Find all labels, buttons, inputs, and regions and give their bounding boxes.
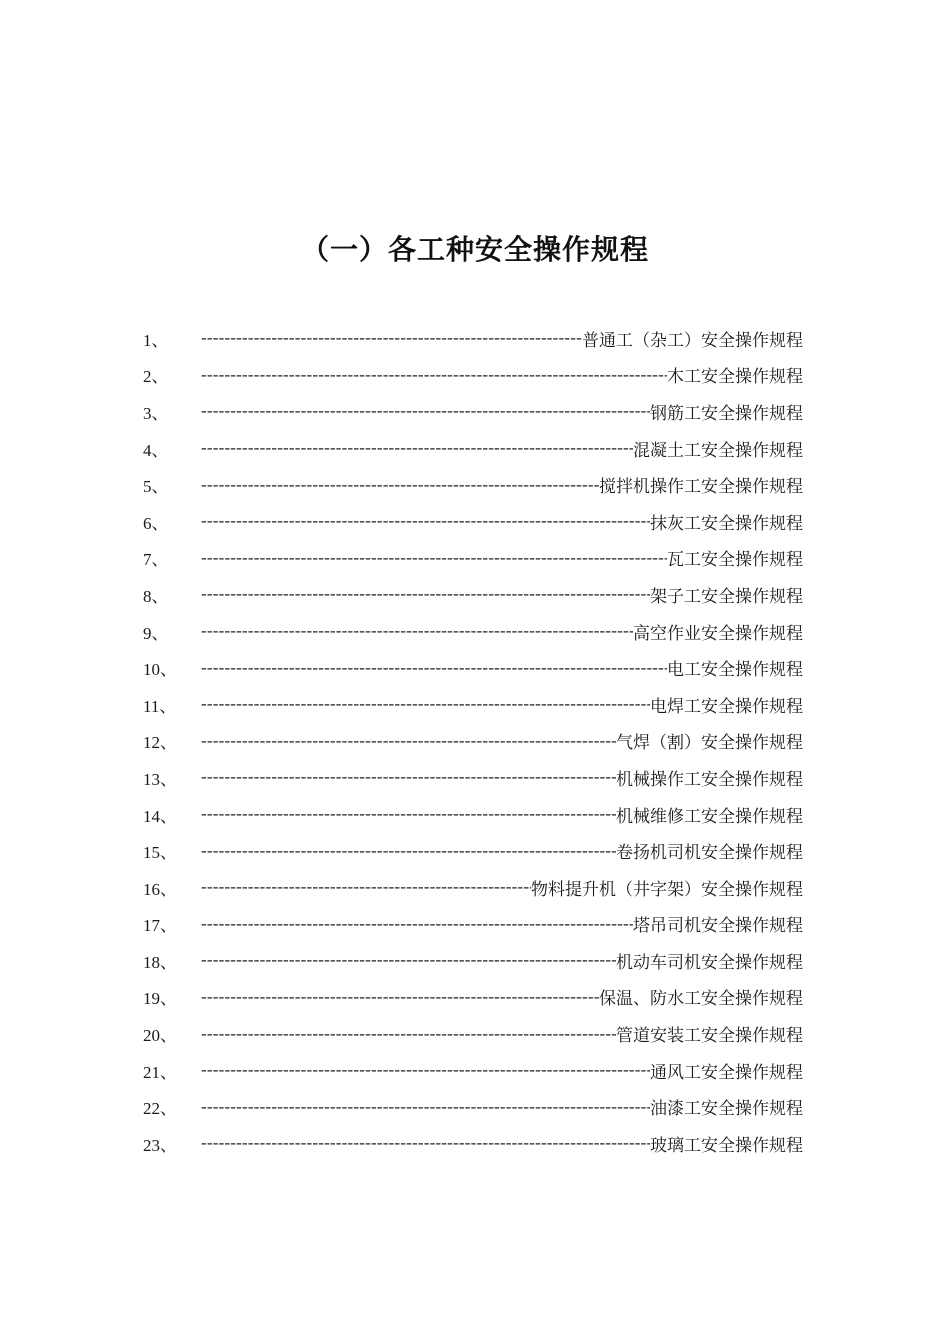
toc-entry-label: 架子工安全操作规程 — [650, 586, 803, 607]
toc-dot-leader — [201, 328, 582, 348]
toc-entry-number: 16、 — [143, 879, 177, 899]
toc-entry-number: 23、 — [143, 1135, 177, 1155]
toc-entry-number: 2、 — [143, 367, 169, 387]
toc-entry-number: 19、 — [143, 989, 177, 1009]
toc-entry-label: 管道安装工安全操作规程 — [616, 1026, 803, 1047]
toc-entry-number: 15、 — [143, 843, 177, 863]
toc-entry[interactable] — [143, 832, 803, 869]
toc-dot-leader — [201, 475, 599, 495]
toc-entry[interactable] — [143, 686, 803, 723]
toc-entry-label: 通风工安全操作规程 — [650, 1062, 803, 1083]
toc-dot-leader — [201, 511, 650, 531]
toc-dot-leader — [201, 438, 633, 458]
toc-dot-leader — [201, 365, 667, 385]
toc-dot-leader — [201, 1097, 650, 1117]
toc-entry-label: 物料提升机（井字架）安全操作规程 — [531, 879, 803, 900]
table-of-contents — [143, 320, 803, 1162]
toc-entry-label: 钢筋工安全操作规程 — [650, 403, 803, 424]
toc-dot-leader — [201, 658, 667, 678]
toc-dot-leader — [201, 694, 650, 714]
toc-entry-label: 普通工（杂工）安全操作规程 — [582, 330, 803, 351]
toc-dot-leader — [201, 621, 633, 641]
toc-entry-number: 7、 — [143, 550, 169, 570]
toc-entry-number: 12、 — [143, 733, 177, 753]
toc-entry[interactable] — [143, 357, 803, 394]
toc-entry[interactable] — [143, 576, 803, 613]
toc-entry[interactable] — [143, 1052, 803, 1089]
toc-entry-number: 11、 — [143, 696, 177, 716]
toc-dot-leader — [201, 804, 616, 824]
toc-entry-number: 20、 — [143, 1026, 177, 1046]
toc-dot-leader — [201, 1133, 650, 1153]
toc-entry[interactable] — [143, 1015, 803, 1052]
toc-dot-leader — [201, 841, 616, 861]
toc-entry[interactable] — [143, 942, 803, 979]
toc-entry[interactable] — [143, 1125, 803, 1162]
toc-entry-label: 卷扬机司机安全操作规程 — [616, 843, 803, 864]
toc-entry[interactable] — [143, 393, 803, 430]
toc-entry-label: 高空作业安全操作规程 — [633, 623, 803, 644]
toc-entry-number: 14、 — [143, 806, 177, 826]
toc-entry-label: 塔吊司机安全操作规程 — [633, 916, 803, 937]
toc-dot-leader — [201, 1024, 616, 1044]
toc-entry-label: 机械操作工安全操作规程 — [616, 769, 803, 790]
toc-entry-number: 10、 — [143, 660, 177, 680]
toc-dot-leader — [201, 548, 667, 568]
toc-entry-number: 3、 — [143, 403, 169, 423]
toc-entry-label: 抹灰工安全操作规程 — [650, 513, 803, 534]
toc-entry-label: 木工安全操作规程 — [667, 367, 803, 388]
toc-entry-number: 18、 — [143, 952, 177, 972]
toc-entry-label: 搅拌机操作工安全操作规程 — [599, 477, 803, 498]
toc-entry-label: 机动车司机安全操作规程 — [616, 952, 803, 973]
toc-entry[interactable] — [143, 649, 803, 686]
toc-dot-leader — [201, 914, 633, 934]
toc-entry-label: 油漆工安全操作规程 — [650, 1099, 803, 1120]
toc-entry[interactable] — [143, 540, 803, 577]
toc-entry[interactable] — [143, 723, 803, 760]
toc-entry[interactable] — [143, 466, 803, 503]
toc-entry-number: 1、 — [143, 330, 169, 350]
toc-entry-label: 混凝土工安全操作规程 — [633, 440, 803, 461]
toc-entry-label: 电焊工安全操作规程 — [650, 696, 803, 717]
toc-entry-label: 保温、防水工安全操作规程 — [599, 989, 803, 1010]
toc-entry-number: 21、 — [143, 1062, 177, 1082]
toc-dot-leader — [201, 731, 616, 751]
toc-entry-number: 4、 — [143, 440, 169, 460]
toc-entry-number: 17、 — [143, 916, 177, 936]
toc-entry-label: 瓦工安全操作规程 — [667, 550, 803, 571]
toc-entry[interactable] — [143, 1088, 803, 1125]
toc-entry-number: 5、 — [143, 477, 169, 497]
toc-dot-leader — [201, 1060, 650, 1080]
toc-dot-leader — [201, 401, 650, 421]
toc-entry-number: 8、 — [143, 586, 169, 606]
toc-entry[interactable] — [143, 613, 803, 650]
toc-dot-leader — [201, 950, 616, 970]
toc-entry[interactable] — [143, 906, 803, 943]
toc-entry-number: 13、 — [143, 769, 177, 789]
toc-entry[interactable] — [143, 320, 803, 357]
toc-entry-label: 玻璃工安全操作规程 — [650, 1135, 803, 1156]
toc-dot-leader — [201, 767, 616, 787]
toc-entry-number: 9、 — [143, 623, 169, 643]
toc-entry-label: 气焊（割）安全操作规程 — [616, 733, 803, 754]
toc-dot-leader — [201, 584, 650, 604]
toc-entry[interactable] — [143, 759, 803, 796]
toc-entry-number: 6、 — [143, 513, 169, 533]
toc-entry-label: 机械维修工安全操作规程 — [616, 806, 803, 827]
toc-entry-number: 22、 — [143, 1099, 177, 1119]
toc-dot-leader — [201, 987, 599, 1007]
toc-entry[interactable] — [143, 796, 803, 833]
toc-entry-label: 电工安全操作规程 — [667, 660, 803, 681]
toc-entry[interactable] — [143, 869, 803, 906]
toc-entry[interactable] — [143, 430, 803, 467]
toc-dot-leader — [201, 877, 531, 897]
toc-entry[interactable] — [143, 979, 803, 1016]
toc-entry[interactable] — [143, 503, 803, 540]
page-title: （一）各工种安全操作规程 — [300, 233, 649, 266]
